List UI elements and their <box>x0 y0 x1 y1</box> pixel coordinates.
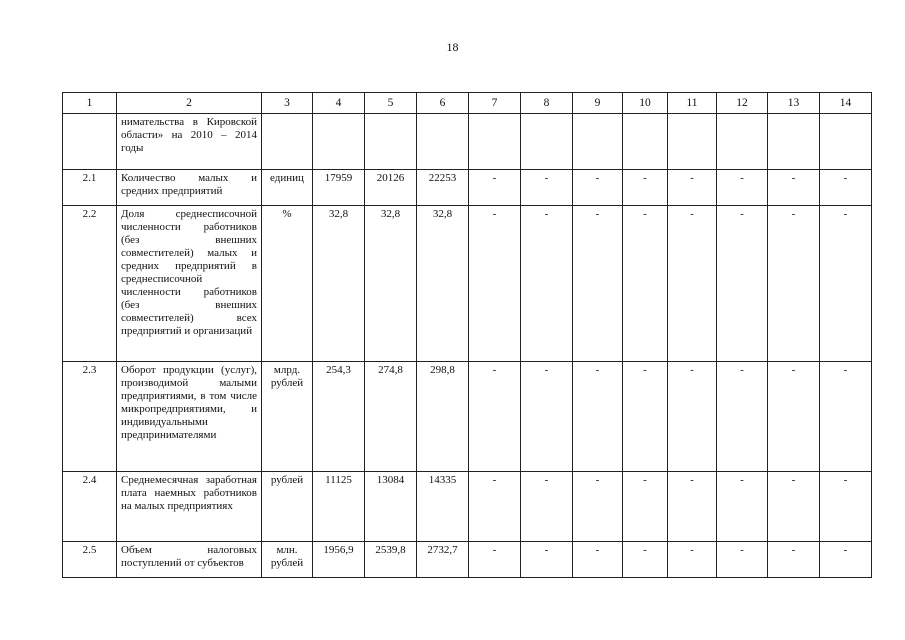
unit-of-measure: единиц <box>262 170 313 206</box>
value-col-7: - <box>469 542 521 578</box>
value-col-13: - <box>768 362 820 472</box>
value-col-4: 11125 <box>313 472 365 542</box>
table-row <box>63 114 872 170</box>
indicator-description: Среднемесячная заработная плата наемных работников на малых предприятиях <box>117 472 262 542</box>
value-col-10 <box>623 114 668 170</box>
table-row <box>63 362 872 472</box>
unit-of-measure <box>262 114 313 170</box>
value-col-9: - <box>573 206 623 362</box>
value-col-5 <box>365 114 417 170</box>
value-col-9: - <box>573 542 623 578</box>
indicator-description: Количество малых и средних предприятий <box>117 170 262 206</box>
value-col-13 <box>768 114 820 170</box>
value-col-4: 254,3 <box>313 362 365 472</box>
value-col-9: - <box>573 170 623 206</box>
column-header-12: 12 <box>717 93 768 114</box>
unit-of-measure: млрд. рублей <box>262 362 313 472</box>
value-col-11: - <box>668 170 717 206</box>
value-col-7: - <box>469 206 521 362</box>
value-col-6: 32,8 <box>417 206 469 362</box>
value-col-9 <box>573 114 623 170</box>
row-number <box>63 114 117 170</box>
column-header-7: 7 <box>469 93 521 114</box>
indicator-description: Объем налоговых поступлений от субъектов <box>117 542 262 578</box>
value-col-5: 2539,8 <box>365 542 417 578</box>
value-col-10: - <box>623 362 668 472</box>
row-number: 2.2 <box>63 206 117 362</box>
value-col-8 <box>521 114 573 170</box>
value-col-13: - <box>768 472 820 542</box>
column-header-11: 11 <box>668 93 717 114</box>
value-col-4 <box>313 114 365 170</box>
unit-of-measure: млн. рублей <box>262 542 313 578</box>
value-col-5: 274,8 <box>365 362 417 472</box>
value-col-11: - <box>668 542 717 578</box>
value-col-8: - <box>521 170 573 206</box>
column-header-1: 1 <box>63 93 117 114</box>
value-col-13: - <box>768 542 820 578</box>
value-col-12 <box>717 114 768 170</box>
value-col-12: - <box>717 542 768 578</box>
value-col-11: - <box>668 472 717 542</box>
value-col-8: - <box>521 206 573 362</box>
column-header-10: 10 <box>623 93 668 114</box>
indicator-description: Оборот продукции (услуг), производимой малыми предприятиями, в том числе микропредприятиями, и индивидуальными предпринимателями <box>117 362 262 472</box>
value-col-12: - <box>717 170 768 206</box>
column-header-4: 4 <box>313 93 365 114</box>
value-col-10: - <box>623 472 668 542</box>
value-col-14: - <box>820 170 872 206</box>
value-col-13: - <box>768 206 820 362</box>
value-col-4: 17959 <box>313 170 365 206</box>
table-row <box>63 206 872 362</box>
value-col-14: - <box>820 362 872 472</box>
column-header-9: 9 <box>573 93 623 114</box>
page-number: 18 <box>446 40 459 54</box>
value-col-5: 32,8 <box>365 206 417 362</box>
indicator-description: Доля среднесписочной численности работников (без внешних совместителей) малых и средних предприятий в среднесписочной численности работников (без внешних совместителей) всех предприятий и организаций <box>117 206 262 362</box>
value-col-5: 13084 <box>365 472 417 542</box>
value-col-14: - <box>820 542 872 578</box>
indicator-description: нимательства в Кировской области» на 2010 – 2014 годы <box>117 114 262 170</box>
value-col-11: - <box>668 362 717 472</box>
value-col-10: - <box>623 170 668 206</box>
value-col-6: 22253 <box>417 170 469 206</box>
value-col-7: - <box>469 362 521 472</box>
row-number: 2.5 <box>63 542 117 578</box>
table-row <box>63 542 872 578</box>
value-col-5: 20126 <box>365 170 417 206</box>
table-row <box>63 472 872 542</box>
value-col-7 <box>469 114 521 170</box>
value-col-11: - <box>668 206 717 362</box>
value-col-12: - <box>717 206 768 362</box>
table-row <box>63 170 872 206</box>
value-col-10: - <box>623 206 668 362</box>
row-number: 2.3 <box>63 362 117 472</box>
value-col-6: 14335 <box>417 472 469 542</box>
value-col-9: - <box>573 362 623 472</box>
value-col-8: - <box>521 472 573 542</box>
row-number: 2.1 <box>63 170 117 206</box>
value-col-10: - <box>623 542 668 578</box>
value-col-7: - <box>469 170 521 206</box>
column-header-2: 2 <box>117 93 262 114</box>
value-col-11 <box>668 114 717 170</box>
value-col-7: - <box>469 472 521 542</box>
value-col-6 <box>417 114 469 170</box>
value-col-14: - <box>820 206 872 362</box>
unit-of-measure: рублей <box>262 472 313 542</box>
column-header-3: 3 <box>262 93 313 114</box>
value-col-6: 2732,7 <box>417 542 469 578</box>
value-col-6: 298,8 <box>417 362 469 472</box>
value-col-8: - <box>521 542 573 578</box>
unit-of-measure: % <box>262 206 313 362</box>
value-col-14 <box>820 114 872 170</box>
value-col-9: - <box>573 472 623 542</box>
column-header-6: 6 <box>417 93 469 114</box>
value-col-12: - <box>717 362 768 472</box>
value-col-8: - <box>521 362 573 472</box>
value-col-4: 32,8 <box>313 206 365 362</box>
row-number: 2.4 <box>63 472 117 542</box>
column-header-13: 13 <box>768 93 820 114</box>
indicators-table <box>62 92 872 578</box>
column-header-8: 8 <box>521 93 573 114</box>
value-col-4: 1956,9 <box>313 542 365 578</box>
value-col-13: - <box>768 170 820 206</box>
header-row <box>63 93 872 114</box>
column-header-5: 5 <box>365 93 417 114</box>
value-col-12: - <box>717 472 768 542</box>
value-col-14: - <box>820 472 872 542</box>
column-header-14: 14 <box>820 93 872 114</box>
